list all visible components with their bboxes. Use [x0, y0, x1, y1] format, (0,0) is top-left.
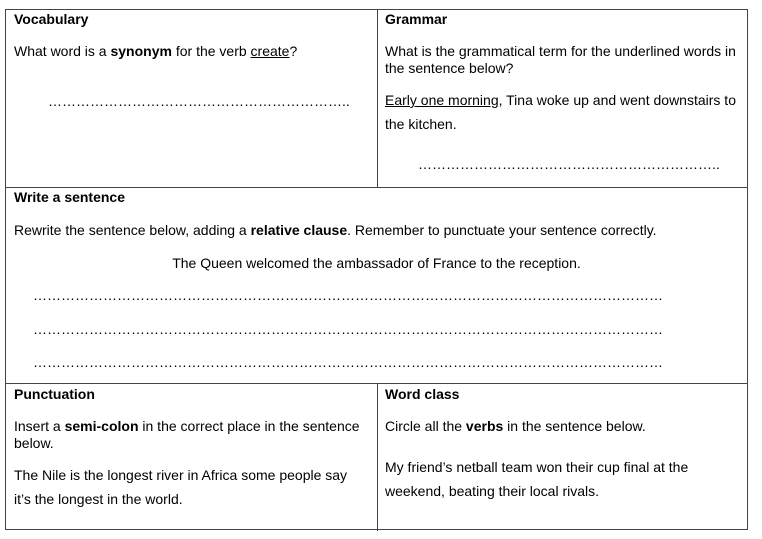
write-sentence-answer-line-1[interactable]: ……………………………………………………………………………………………………………………… — [33, 287, 663, 303]
punctuation-q-bold: semi-colon — [64, 418, 139, 434]
vocabulary-q-before: What word is a — [14, 43, 111, 59]
word-class-question — [385, 418, 646, 435]
punctuation-question-line2: below. — [14, 435, 54, 451]
write-sentence-q-after: . Remember to punctuate your sentence correctly. — [347, 222, 657, 238]
punctuation-sentence-line2: it’s the longest in the world. — [14, 491, 183, 507]
vocabulary-q-underlined: create — [250, 43, 290, 59]
vocabulary-question — [14, 43, 297, 60]
grammar-underlined-words: Early one morning — [385, 92, 499, 108]
write-sentence-answer-line-3[interactable]: ……………………………………………………………………………………………………………………… — [33, 354, 663, 370]
write-sentence-q-bold: relative clause — [250, 222, 348, 238]
grammar-question-line1: What is the grammatical term for the underlined words in — [385, 43, 736, 59]
word-class-sentence-line2: weekend, beating their local rivals. — [385, 483, 600, 499]
vocabulary-answer-line[interactable]: ……………………………………………………….. — [48, 93, 350, 109]
worksheet-grid — [5, 9, 748, 530]
grammar-title: Grammar — [385, 11, 448, 27]
vocabulary-q-after: ? — [289, 43, 298, 59]
grammar-answer-line[interactable]: ……………………………………………………….. — [418, 156, 720, 172]
punctuation-q-after: in the correct place in the sentence — [138, 418, 360, 434]
word-class-cell — [378, 384, 748, 530]
word-class-q-bold: verbs — [465, 418, 504, 434]
punctuation-q-before: Insert a — [14, 418, 65, 434]
word-class-q-after: in the sentence below. — [503, 418, 646, 434]
grammar-question-line2: the sentence below? — [385, 60, 514, 76]
grammar-sentence-line1 — [385, 92, 736, 109]
grammar-sentence-rest: , Tina woke up and went downstairs to — [498, 92, 736, 108]
word-class-sentence-line1: My friend’s netball team won their cup final at the — [385, 459, 689, 475]
write-sentence-q-before: Rewrite the sentence below, adding a — [14, 222, 251, 238]
word-class-title: Word class — [385, 386, 460, 402]
vocabulary-q-bold: synonym — [110, 43, 172, 59]
write-sentence-cell — [6, 188, 747, 383]
word-class-q-before: Circle all the — [385, 418, 466, 434]
punctuation-title: Punctuation — [14, 386, 95, 402]
punctuation-question-line1 — [14, 418, 360, 435]
grammar-cell — [378, 10, 748, 187]
write-sentence-base-sentence: The Queen welcomed the ambassador of France to the reception. — [172, 255, 581, 271]
vocabulary-cell — [6, 10, 377, 187]
punctuation-cell — [6, 384, 377, 530]
write-sentence-title: Write a sentence — [14, 189, 126, 205]
grammar-sentence-line2: the kitchen. — [385, 116, 457, 132]
write-sentence-question — [14, 222, 657, 239]
vocabulary-title: Vocabulary — [14, 11, 89, 27]
vocabulary-q-middle: for the verb — [171, 43, 251, 59]
write-sentence-answer-line-2[interactable]: ……………………………………………………………………………………………………………………… — [33, 321, 663, 337]
punctuation-sentence-line1: The Nile is the longest river in Africa some people say — [14, 467, 348, 483]
